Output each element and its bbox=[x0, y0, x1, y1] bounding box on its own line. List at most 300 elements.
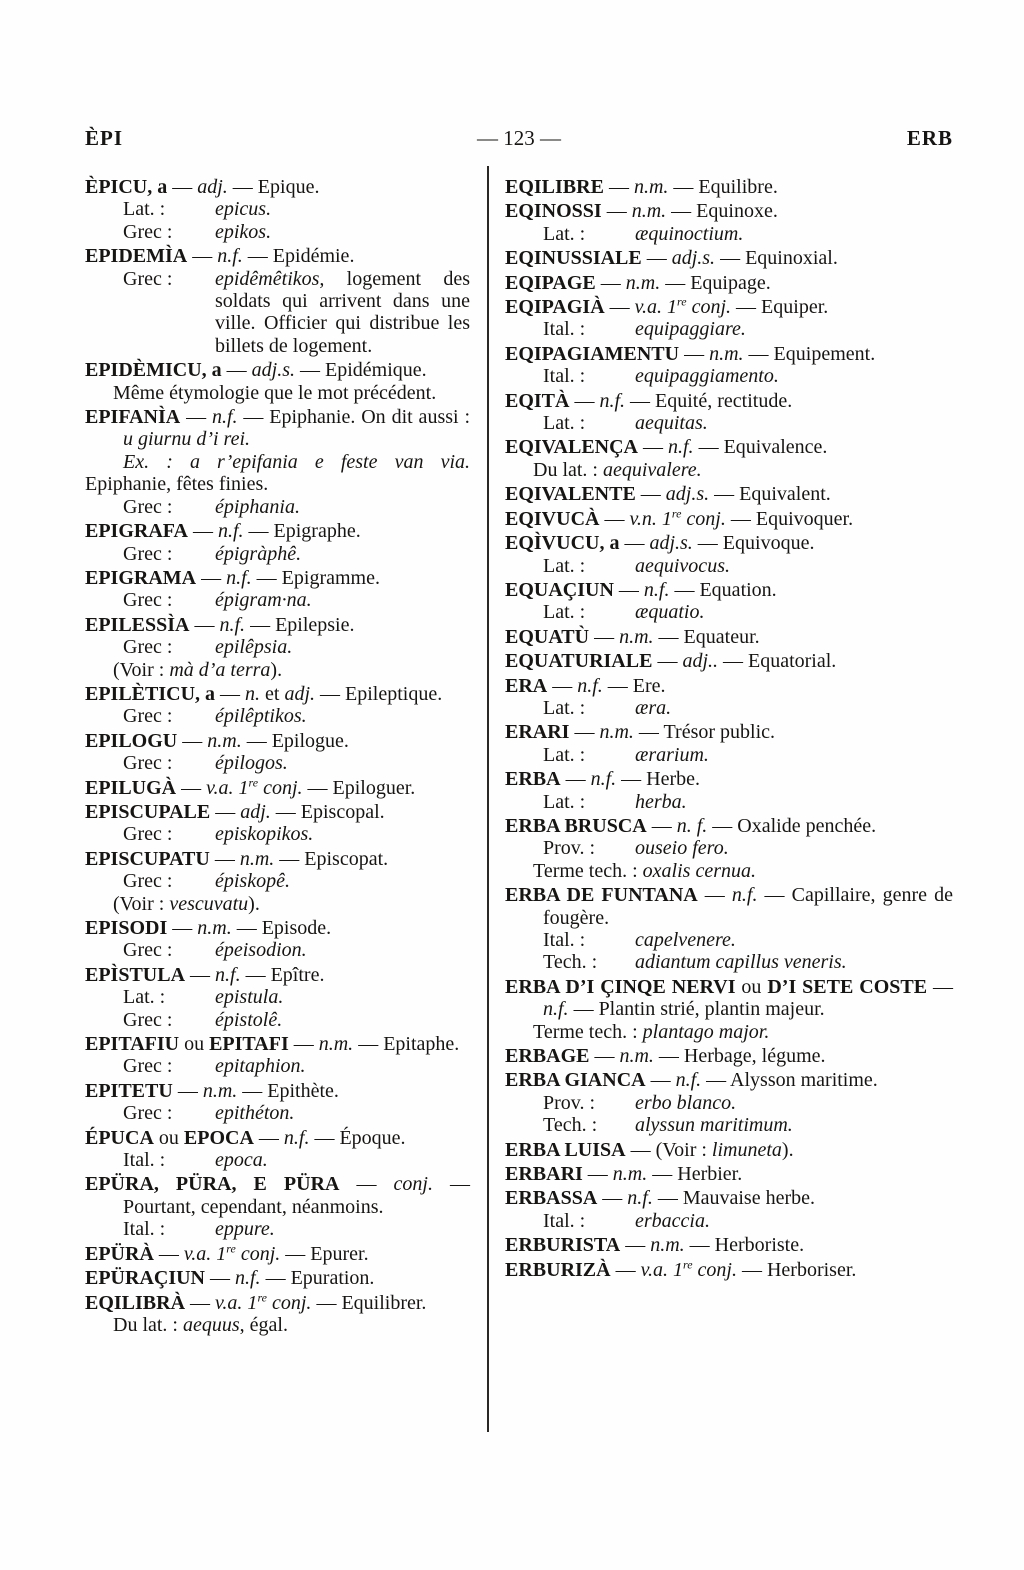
entry-head-line bbox=[505, 272, 953, 294]
text-segment: n.f. bbox=[599, 389, 626, 412]
text-segment: — bbox=[339, 1173, 394, 1196]
etymology-value bbox=[215, 1102, 470, 1124]
text-segment: — Episcopal. bbox=[270, 800, 385, 823]
text-segment: — (Voir : bbox=[625, 1138, 712, 1161]
etymology-value bbox=[635, 365, 953, 387]
text-segment: conj. bbox=[681, 507, 726, 530]
text-segment: — bbox=[645, 1069, 676, 1092]
text-segment: ouseio fero. bbox=[635, 837, 729, 860]
text-segment: aequivalere. bbox=[603, 458, 702, 481]
entry-sub-line bbox=[85, 1055, 470, 1077]
text-segment: — Equation. bbox=[669, 578, 777, 601]
entry-sub-line bbox=[505, 697, 953, 719]
text-segment: ERBA GIANCA bbox=[505, 1069, 646, 1092]
text-segment: — Epître. bbox=[240, 963, 325, 986]
entry-head-line bbox=[505, 1045, 953, 1067]
text-segment: aequitas. bbox=[635, 412, 708, 435]
text-segment: — bbox=[189, 613, 220, 636]
text-segment: — bbox=[589, 1045, 620, 1068]
text-segment: épistolê. bbox=[215, 1008, 283, 1031]
text-segment: n.f. bbox=[219, 613, 246, 636]
etymology-label: Lat. : bbox=[543, 696, 586, 719]
dictionary-entry bbox=[505, 579, 953, 624]
text-segment: — bbox=[582, 1163, 613, 1186]
text-segment: — bbox=[646, 814, 677, 837]
text-segment: (Voir : bbox=[113, 658, 170, 681]
text-segment: — bbox=[288, 1033, 319, 1056]
etymology-label: Lat. : bbox=[123, 986, 166, 1009]
text-segment: ERBURIZÀ bbox=[505, 1258, 611, 1281]
dictionary-entry bbox=[85, 1267, 470, 1289]
text-segment: re bbox=[257, 1289, 267, 1304]
text-segment: — Episcopat. bbox=[274, 847, 389, 870]
text-segment: n.f. bbox=[283, 1126, 310, 1149]
text-segment: n.m. bbox=[625, 271, 661, 294]
text-segment: n.m. bbox=[197, 917, 232, 939]
text-segment: — Epithète. bbox=[237, 1079, 339, 1102]
text-segment: EQUATURIALE bbox=[505, 650, 653, 673]
text-segment: EQIPAGIÀ bbox=[505, 296, 605, 319]
text-segment: EPÜRAÇIUN bbox=[85, 1267, 205, 1290]
text-segment: adj. bbox=[284, 682, 316, 705]
text-segment: — bbox=[167, 917, 198, 939]
text-segment: — bbox=[196, 566, 227, 589]
dictionary-entry bbox=[505, 1234, 953, 1256]
text-segment: — Episode. bbox=[231, 917, 332, 939]
text-segment: — Equipage. bbox=[660, 271, 771, 294]
etymology-value bbox=[635, 929, 953, 951]
entry-head-line bbox=[85, 614, 470, 636]
text-segment: conj. bbox=[686, 296, 732, 319]
left-column bbox=[85, 176, 470, 1338]
text-segment: EQIVALENTE bbox=[505, 483, 636, 506]
etymology-label: Lat. : bbox=[123, 198, 166, 221]
text-segment: n.f. bbox=[217, 520, 244, 543]
dictionary-entry bbox=[505, 296, 953, 341]
entry-head-line bbox=[505, 768, 953, 790]
etymology-value bbox=[635, 791, 953, 813]
dictionary-entry bbox=[85, 1289, 470, 1337]
text-segment: — bbox=[601, 200, 632, 223]
dictionary-entry bbox=[85, 774, 470, 799]
dictionary-entry bbox=[505, 1163, 953, 1185]
text-segment: n.f. bbox=[627, 1187, 653, 1210]
text-segment: conj. bbox=[235, 1242, 281, 1265]
etymology-value bbox=[215, 823, 470, 845]
etymology-label: Grec : bbox=[123, 636, 173, 659]
entry-head-line bbox=[85, 964, 470, 986]
text-segment: n. bbox=[245, 682, 261, 705]
entry-head-line bbox=[85, 730, 470, 752]
dictionary-entry bbox=[505, 650, 953, 672]
entry-head-line bbox=[505, 532, 953, 554]
text-segment: ERBARI bbox=[505, 1163, 583, 1186]
etymology-label: Ital. : bbox=[543, 365, 586, 388]
text-segment: — bbox=[697, 884, 732, 907]
entry-head-line bbox=[505, 1139, 953, 1161]
text-segment: herba. bbox=[635, 790, 687, 813]
entry-sub-line bbox=[505, 744, 953, 766]
dictionary-entry bbox=[85, 1033, 470, 1078]
text-segment: n.f. bbox=[226, 566, 252, 589]
text-segment: alyssun maritimum. bbox=[635, 1114, 793, 1137]
etymology-label: Grec : bbox=[123, 870, 173, 893]
entry-sub-line bbox=[85, 1102, 470, 1124]
text-segment: epistula. bbox=[215, 986, 284, 1009]
text-segment: — Epileptique. bbox=[315, 682, 443, 705]
text-segment: — Epiloguer. bbox=[302, 776, 416, 799]
text-segment: adj.s. bbox=[251, 359, 296, 382]
entry-sub-line bbox=[85, 659, 470, 681]
entry-sub-line bbox=[85, 382, 470, 404]
text-segment: n.m. bbox=[207, 729, 242, 752]
entry-sub-line bbox=[85, 1149, 470, 1171]
etymology-value bbox=[215, 636, 470, 658]
etymology-label: Lat. : bbox=[543, 601, 586, 624]
dictionary-entry bbox=[505, 1069, 953, 1136]
etymology-value bbox=[215, 752, 470, 774]
entry-sub-line bbox=[85, 589, 470, 611]
text-segment: EPÌSTULA bbox=[85, 963, 186, 986]
text-segment: D’I SETE COSTE bbox=[767, 975, 928, 998]
entry-head-line bbox=[505, 200, 953, 222]
text-segment: — bbox=[597, 1187, 628, 1210]
text-segment: oxalis cernua. bbox=[642, 859, 756, 882]
entry-head-line bbox=[505, 1259, 953, 1281]
entry-sub-line bbox=[505, 459, 953, 481]
dictionary-entry bbox=[85, 245, 470, 357]
text-segment: — bbox=[641, 247, 672, 270]
text-segment: — Trésor public. bbox=[633, 721, 776, 744]
text-segment: — Equinoxial. bbox=[715, 247, 838, 270]
text-segment: æquinoctium. bbox=[635, 222, 744, 245]
entry-sub-line bbox=[505, 1021, 953, 1043]
etymology-label: Ital. : bbox=[123, 1149, 166, 1172]
text-segment: — bbox=[599, 507, 630, 530]
text-segment: (Voir : bbox=[113, 892, 170, 915]
text-segment: conj. bbox=[692, 1258, 737, 1281]
text-segment: EPITAFI bbox=[209, 1033, 289, 1056]
entry-head-line bbox=[85, 1127, 470, 1149]
etymology-value bbox=[215, 705, 470, 727]
text-segment: — bbox=[679, 342, 710, 365]
text-segment: — Epidémique. bbox=[295, 359, 427, 382]
text-segment: epikos. bbox=[215, 220, 272, 243]
entry-sub-line bbox=[85, 986, 470, 1008]
entry-sub-line bbox=[505, 791, 953, 813]
entry-head-line bbox=[85, 176, 470, 198]
entry-head-line bbox=[505, 1163, 953, 1185]
text-segment: conj. bbox=[393, 1173, 433, 1196]
entry-head-line bbox=[505, 483, 953, 505]
text-segment: n.m. bbox=[709, 342, 744, 365]
etymology-value bbox=[215, 543, 470, 565]
entry-head-line bbox=[505, 675, 953, 697]
dictionary-entry bbox=[505, 815, 953, 882]
text-segment: — Oxalide penchée. bbox=[707, 814, 877, 837]
text-segment: ). bbox=[248, 892, 260, 915]
text-segment: EPIDÈMICU, a bbox=[85, 359, 222, 382]
text-segment: — Equivoquer. bbox=[725, 507, 854, 530]
etymology-value bbox=[215, 589, 470, 611]
text-segment: — Plantin strié, plantin majeur. bbox=[568, 998, 825, 1021]
entry-sub-line bbox=[505, 555, 953, 577]
text-segment: ou bbox=[179, 1033, 210, 1056]
text-segment: — bbox=[619, 532, 650, 555]
text-segment: adj.. bbox=[682, 650, 718, 673]
entry-head-line bbox=[505, 650, 953, 672]
etymology-value bbox=[635, 601, 953, 623]
text-segment: n.f. bbox=[675, 1069, 702, 1092]
text-segment: — Herboriste. bbox=[684, 1234, 805, 1257]
text-segment: adj.s. bbox=[671, 247, 716, 270]
etymology-label: Lat. : bbox=[543, 790, 586, 813]
entry-sub-line bbox=[505, 1210, 953, 1232]
text-segment: épeisodion. bbox=[215, 939, 307, 962]
entry-sub-line bbox=[505, 951, 953, 973]
text-segment: EQIPAGIAMENTU bbox=[505, 342, 680, 365]
entry-sub-line bbox=[85, 939, 470, 961]
text-segment: Même étymologie que le mot précédent. bbox=[113, 381, 437, 404]
text-segment: — Alysson maritime. bbox=[701, 1069, 878, 1092]
entry-head-line bbox=[505, 247, 953, 269]
dictionary-entry bbox=[85, 614, 470, 681]
text-segment: — Epidémie. bbox=[242, 245, 355, 268]
text-segment: — bbox=[589, 625, 620, 648]
text-segment: n.f. bbox=[235, 1267, 261, 1290]
text-segment: — bbox=[209, 847, 240, 870]
dictionary-entry bbox=[85, 567, 470, 612]
text-segment: — Herbage, légume. bbox=[653, 1045, 826, 1068]
page-body bbox=[85, 176, 953, 1338]
text-segment: Terme tech. : bbox=[533, 859, 643, 882]
text-segment: — Mauvaise herbe. bbox=[652, 1187, 815, 1210]
etymology-label: Grec : bbox=[123, 589, 173, 612]
text-segment: — Epilepsie. bbox=[245, 613, 355, 636]
dictionary-entry bbox=[505, 1259, 953, 1281]
entry-sub-line bbox=[85, 496, 470, 518]
text-segment: limuneta bbox=[711, 1138, 782, 1161]
text-segment: n.m. bbox=[619, 625, 654, 648]
text-segment: — bbox=[547, 674, 578, 697]
dictionary-entry bbox=[505, 1045, 953, 1067]
etymology-label: Grec : bbox=[123, 267, 173, 290]
etymology-label: Grec : bbox=[123, 542, 173, 565]
dictionary-entry bbox=[505, 1139, 953, 1161]
text-segment: ærarium. bbox=[635, 743, 709, 766]
entry-sub-line bbox=[85, 870, 470, 892]
entry-head-line bbox=[85, 1080, 470, 1102]
text-segment: épigram·na. bbox=[215, 589, 312, 612]
text-segment: — Epitaphe. bbox=[353, 1033, 460, 1056]
text-segment: EPÜRÀ bbox=[85, 1242, 154, 1265]
dictionary-entry bbox=[505, 176, 953, 198]
text-segment: re bbox=[671, 506, 682, 521]
text-segment: n.f. bbox=[590, 768, 617, 791]
etymology-value bbox=[215, 221, 470, 243]
text-segment: ERBA DE FUNTANA bbox=[505, 884, 698, 907]
text-segment: EPIFANÌA bbox=[85, 406, 181, 429]
etymology-label: Prov. : bbox=[543, 837, 596, 860]
page-header bbox=[85, 126, 953, 154]
text-segment: — bbox=[610, 1258, 641, 1281]
text-segment: — bbox=[185, 963, 216, 986]
dictionary-entry bbox=[505, 532, 953, 577]
entry-head-line bbox=[505, 815, 953, 837]
text-segment: — bbox=[652, 650, 683, 673]
page-number: — 123 — bbox=[477, 126, 561, 150]
text-segment: epoca. bbox=[215, 1149, 268, 1172]
entry-head-line bbox=[85, 520, 470, 542]
dictionary-entry bbox=[505, 626, 953, 648]
text-segment: EQILIBRE bbox=[505, 176, 604, 198]
entry-head-line bbox=[505, 884, 953, 929]
text-segment: — bbox=[638, 436, 668, 459]
text-segment: n.f. bbox=[643, 578, 670, 601]
dictionary-entry bbox=[505, 508, 953, 530]
text-segment: episkopikos. bbox=[215, 823, 314, 846]
text-segment: — Capillaire, genre de fougère. bbox=[543, 884, 953, 929]
text-segment: n.f. bbox=[215, 963, 241, 986]
text-segment: — Equivalent. bbox=[709, 483, 831, 506]
dictionary-entry bbox=[85, 1080, 470, 1125]
dictionary-entry bbox=[85, 1127, 470, 1172]
text-segment: — Epilogue. bbox=[241, 729, 349, 752]
text-segment: epicus. bbox=[215, 198, 272, 221]
etymology-value bbox=[215, 496, 470, 518]
etymology-label: Grec : bbox=[123, 823, 173, 846]
entry-head-line bbox=[85, 1289, 470, 1314]
text-segment: adj.s. bbox=[649, 532, 693, 555]
entry-sub-line bbox=[505, 837, 953, 859]
text-segment: ERBURISTA bbox=[505, 1234, 621, 1257]
text-segment: Terme tech. : bbox=[533, 1020, 643, 1043]
text-segment: — bbox=[205, 1267, 235, 1290]
text-segment: adj. bbox=[197, 176, 228, 198]
text-segment: — bbox=[210, 800, 241, 823]
entry-head-line bbox=[85, 245, 470, 267]
text-segment: — Herbier. bbox=[647, 1163, 743, 1186]
entry-head-line bbox=[85, 1267, 470, 1289]
entry-sub-line bbox=[85, 1218, 470, 1240]
etymology-label: Grec : bbox=[123, 705, 173, 728]
dictionary-entry bbox=[505, 721, 953, 766]
entry-sub-line bbox=[85, 1314, 470, 1336]
dictionary-entry bbox=[505, 1187, 953, 1232]
etymology-label: Grec : bbox=[123, 1008, 173, 1031]
text-segment: erbo blanco. bbox=[635, 1091, 737, 1114]
text-segment: — bbox=[180, 406, 212, 429]
etymology-label: Lat. : bbox=[543, 222, 586, 245]
text-segment: ERA bbox=[505, 674, 548, 697]
dictionary-entry bbox=[85, 1243, 470, 1265]
etymology-label: Ital. : bbox=[543, 929, 586, 951]
text-segment: re bbox=[677, 294, 687, 309]
text-segment: — Epuration. bbox=[260, 1267, 375, 1290]
etymology-label: Ital. : bbox=[123, 1218, 166, 1241]
text-segment: v.a. 1 bbox=[640, 1258, 683, 1281]
text-segment: — bbox=[604, 296, 635, 319]
etymology-label: Grec : bbox=[123, 939, 173, 962]
text-segment: EQUAÇIUN bbox=[505, 578, 614, 601]
text-segment: ). bbox=[781, 1138, 794, 1161]
etymology-value bbox=[215, 268, 470, 358]
text-segment: n.m. bbox=[318, 1033, 354, 1056]
text-segment: Ex. : a r’epifania e feste van via. bbox=[123, 450, 470, 473]
dictionary-entry bbox=[505, 675, 953, 720]
text-segment: EPISODI bbox=[85, 917, 168, 939]
etymology-label: Ital. : bbox=[543, 318, 586, 341]
text-segment: aequivocus. bbox=[635, 554, 730, 577]
text-segment: EQINOSSI bbox=[505, 200, 602, 223]
entry-sub-line bbox=[505, 223, 953, 245]
entry-sub-line bbox=[85, 198, 470, 220]
dictionary-entry bbox=[505, 483, 953, 505]
text-segment: — bbox=[187, 520, 218, 543]
text-segment: EPIGRAFA bbox=[85, 520, 188, 543]
text-segment: , égal. bbox=[239, 1313, 288, 1336]
entry-head-line bbox=[85, 683, 470, 705]
text-segment: — bbox=[620, 1234, 651, 1257]
text-segment: n.f. bbox=[731, 884, 758, 907]
etymology-label: Grec : bbox=[123, 752, 173, 775]
text-segment: n.m. bbox=[631, 200, 667, 223]
text-segment: v.a. 1 bbox=[634, 296, 678, 319]
dictionary-entry bbox=[85, 730, 470, 775]
etymology-value bbox=[215, 1055, 470, 1077]
etymology-value bbox=[215, 1218, 470, 1240]
text-segment: ERBA D’I ÇINQE NERVI bbox=[505, 975, 736, 998]
text-segment: conj. bbox=[258, 776, 303, 799]
dictionary-entry bbox=[505, 976, 953, 1043]
text-segment: EQIPAGE bbox=[505, 271, 596, 294]
etymology-label: Lat. : bbox=[543, 554, 586, 577]
text-segment: adiantum capillus veneris. bbox=[635, 951, 847, 974]
entry-sub-line bbox=[505, 318, 953, 340]
etymology-value bbox=[635, 223, 953, 245]
entry-head-line bbox=[505, 390, 953, 412]
entry-sub-line bbox=[85, 451, 470, 496]
text-segment: Epiphanie, fêtes finies. bbox=[85, 473, 269, 496]
text-segment: n.m. bbox=[239, 847, 275, 870]
text-segment: n. f. bbox=[676, 814, 708, 837]
text-segment: n.m. bbox=[612, 1163, 648, 1186]
text-segment: — Pourtant, cependant, néanmoins. bbox=[123, 1173, 470, 1218]
text-segment: adj. bbox=[240, 800, 271, 823]
text-segment: n.m. bbox=[599, 721, 634, 744]
entry-head-line bbox=[505, 343, 953, 365]
text-segment: EPILESSÌA bbox=[85, 613, 190, 636]
text-segment: ERBA bbox=[505, 768, 561, 791]
text-segment: capelvenere. bbox=[635, 929, 736, 951]
text-segment: v.n. 1 bbox=[629, 507, 672, 530]
text-segment: — bbox=[595, 271, 626, 294]
etymology-value bbox=[635, 744, 953, 766]
text-segment: — Equiper. bbox=[731, 296, 829, 319]
text-segment: — bbox=[253, 1126, 284, 1149]
entry-head-line bbox=[85, 917, 470, 939]
text-segment: aequus bbox=[183, 1313, 240, 1336]
dictionary-entry bbox=[85, 1173, 470, 1240]
entry-head-line bbox=[505, 1187, 953, 1209]
text-segment: ou bbox=[153, 1126, 184, 1149]
text-segment: — Equilibre. bbox=[668, 176, 778, 198]
etymology-value bbox=[635, 837, 953, 859]
text-segment: — Herbe. bbox=[616, 768, 700, 791]
etymology-label: Grec : bbox=[123, 495, 173, 518]
text-segment: n.f. bbox=[668, 436, 694, 459]
dictionary-entry bbox=[85, 520, 470, 565]
